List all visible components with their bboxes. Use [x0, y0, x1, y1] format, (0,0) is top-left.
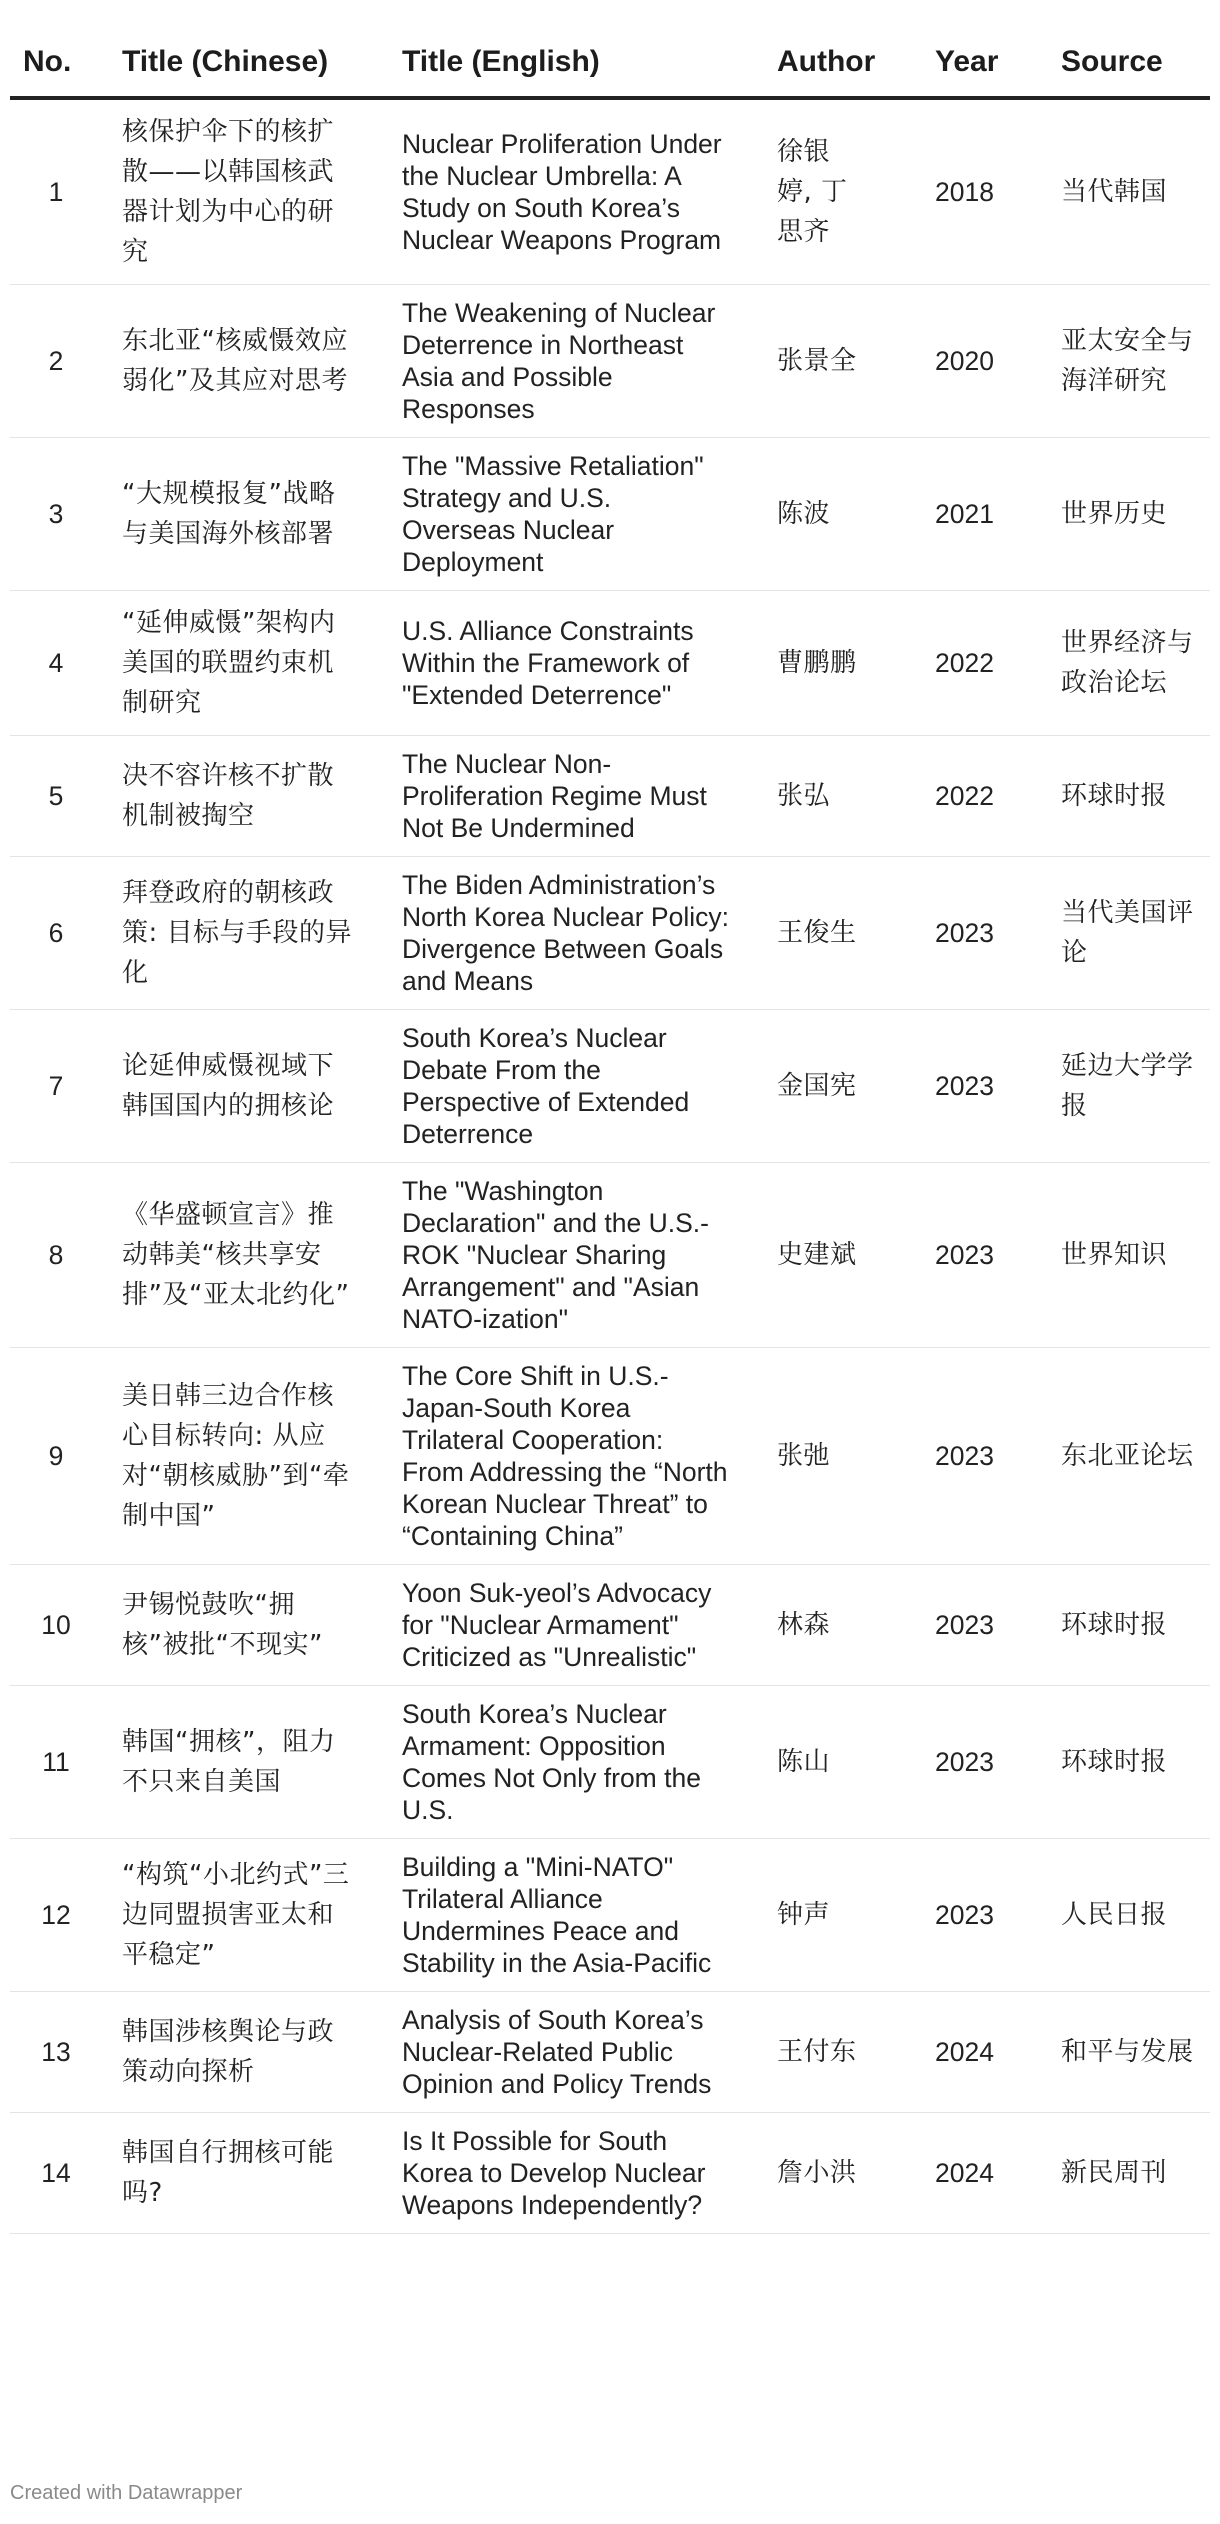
cell-author: 金国宪: [777, 1010, 935, 1163]
cell-title-chinese: “构筑“小北约式”三边同盟损害亚太和平稳定”: [122, 1839, 402, 1992]
cell-year: 2024: [935, 1992, 1061, 2113]
cell-title-english: The Nuclear Non-Proliferation Regime Must Not Be Undermined: [402, 736, 777, 857]
column-header-no[interactable]: No.: [10, 28, 122, 98]
cell-year: 2023: [935, 1839, 1061, 1992]
cell-year: 2020: [935, 285, 1061, 438]
cell-author: 张弛: [777, 1348, 935, 1565]
cell-no: 13: [10, 1992, 122, 2113]
cell-source: 世界经济与政治论坛: [1061, 591, 1210, 736]
cell-author: 林森: [777, 1565, 935, 1686]
cell-author: 钟声: [777, 1839, 935, 1992]
cell-no: 12: [10, 1839, 122, 1992]
table-row: [10, 857, 1210, 1010]
cell-no: 6: [10, 857, 122, 1010]
cell-source: 世界历史: [1061, 438, 1210, 591]
cell-year: 2023: [935, 1010, 1061, 1163]
cell-year: 2023: [935, 1686, 1061, 1839]
cell-title-english: South Korea’s Nuclear Debate From the Perspective of Extended Deterrence: [402, 1010, 777, 1163]
cell-author: 曹鹏鹏: [777, 591, 935, 736]
cell-author: 陈山: [777, 1686, 935, 1839]
cell-year: 2022: [935, 591, 1061, 736]
cell-source: 延边大学学报: [1061, 1010, 1210, 1163]
cell-title-chinese: 拜登政府的朝核政策: 目标与手段的异化: [122, 857, 402, 1010]
cell-year: 2022: [935, 736, 1061, 857]
table-row: [10, 285, 1210, 438]
cell-no: 10: [10, 1565, 122, 1686]
cell-year: 2023: [935, 857, 1061, 1010]
table-row: [10, 1348, 1210, 1565]
cell-no: 2: [10, 285, 122, 438]
column-header-source[interactable]: Source: [1061, 28, 1210, 98]
cell-source: 环球时报: [1061, 736, 1210, 857]
header-row: [10, 28, 1210, 98]
cell-title-chinese: 韩国“拥核”，阻力不只来自美国: [122, 1686, 402, 1839]
cell-title-english: Is It Possible for South Korea to Develop Nuclear Weapons Independently?: [402, 2113, 777, 2234]
table-body: [10, 98, 1210, 2234]
cell-title-chinese: 尹锡悦鼓吹“拥核”被批“不现实”: [122, 1565, 402, 1686]
cell-title-chinese: 韩国自行拥核可能吗?: [122, 2113, 402, 2234]
cell-no: 1: [10, 98, 122, 285]
cell-source: 人民日报: [1061, 1839, 1210, 1992]
cell-title-english: The Core Shift in U.S.-Japan-South Korea Trilateral Cooperation: From Addressing the “North Korean Nuclear Threat” to “Containing China”: [402, 1348, 777, 1565]
cell-no: 14: [10, 2113, 122, 2234]
cell-title-english: U.S. Alliance Constraints Within the Framework of "Extended Deterrence": [402, 591, 777, 736]
table-row: [10, 1686, 1210, 1839]
cell-no: 8: [10, 1163, 122, 1348]
table-row: [10, 438, 1210, 591]
cell-no: 3: [10, 438, 122, 591]
cell-author: 史建斌: [777, 1163, 935, 1348]
cell-source: 新民周刊: [1061, 2113, 1210, 2234]
cell-source: 世界知识: [1061, 1163, 1210, 1348]
column-header-author[interactable]: Author: [777, 28, 935, 98]
cell-title-chinese: 论延伸威慑视域下韩国国内的拥核论: [122, 1010, 402, 1163]
cell-no: 5: [10, 736, 122, 857]
cell-author: 张景全: [777, 285, 935, 438]
table-row: [10, 1565, 1210, 1686]
cell-source: 当代美国评论: [1061, 857, 1210, 1010]
cell-author: 王俊生: [777, 857, 935, 1010]
cell-title-english: The "Washington Declaration" and the U.S.-ROK "Nuclear Sharing Arrangement" and "Asian NATO-ization": [402, 1163, 777, 1348]
cell-source: 东北亚论坛: [1061, 1348, 1210, 1565]
column-header-year[interactable]: Year: [935, 28, 1061, 98]
cell-source: 环球时报: [1061, 1686, 1210, 1839]
column-header-title-english[interactable]: Title (English): [402, 28, 777, 98]
cell-year: 2021: [935, 438, 1061, 591]
cell-no: 9: [10, 1348, 122, 1565]
cell-title-chinese: 韩国涉核舆论与政策动向探析: [122, 1992, 402, 2113]
cell-title-chinese: 核保护伞下的核扩散——以韩国核武器计划为中心的研究: [122, 98, 402, 285]
data-table: [10, 28, 1210, 2234]
cell-title-chinese: “大规模报复”战略与美国海外核部署: [122, 438, 402, 591]
cell-author: 陈波: [777, 438, 935, 591]
table-row: [10, 1839, 1210, 1992]
cell-source: 和平与发展: [1061, 1992, 1210, 2113]
table-row: [10, 1010, 1210, 1163]
cell-title-english: Nuclear Proliferation Under the Nuclear Umbrella: A Study on South Korea’s Nuclear Weapons Program: [402, 98, 777, 285]
cell-title-english: Analysis of South Korea’s Nuclear-Related Public Opinion and Policy Trends: [402, 1992, 777, 2113]
cell-title-english: South Korea’s Nuclear Armament: Opposition Comes Not Only from the U.S.: [402, 1686, 777, 1839]
cell-title-english: The Biden Administration’s North Korea Nuclear Policy: Divergence Between Goals and Means: [402, 857, 777, 1010]
table-row: [10, 1163, 1210, 1348]
cell-no: 4: [10, 591, 122, 736]
table-row: [10, 591, 1210, 736]
table-header: [10, 28, 1210, 98]
cell-no: 11: [10, 1686, 122, 1839]
cell-title-chinese: 美日韩三边合作核心目标转向: 从应对“朝核威胁”到“牵制中国”: [122, 1348, 402, 1565]
cell-source: 环球时报: [1061, 1565, 1210, 1686]
datawrapper-credit: Created with Datawrapper: [10, 2482, 243, 2504]
table-row: [10, 98, 1210, 285]
cell-author: 王付东: [777, 1992, 935, 2113]
cell-year: 2023: [935, 1163, 1061, 1348]
cell-title-english: The "Massive Retaliation" Strategy and U.S. Overseas Nuclear Deployment: [402, 438, 777, 591]
cell-title-english: The Weakening of Nuclear Deterrence in Northeast Asia and Possible Responses: [402, 285, 777, 438]
cell-year: 2024: [935, 2113, 1061, 2234]
table-row: [10, 1992, 1210, 2113]
cell-author: 詹小洪: [777, 2113, 935, 2234]
cell-title-chinese: 《华盛顿宣言》推动韩美“核共享安排”及“亚太北约化”: [122, 1163, 402, 1348]
cell-year: 2023: [935, 1565, 1061, 1686]
cell-title-english: Building a "Mini-NATO" Trilateral Alliance Undermines Peace and Stability in the Asia-Pacific: [402, 1839, 777, 1992]
table-row: [10, 2113, 1210, 2234]
cell-year: 2023: [935, 1348, 1061, 1565]
cell-author: 徐银婷, 丁思齐: [777, 98, 935, 285]
cell-author: 张弘: [777, 736, 935, 857]
cell-source: 亚太安全与海洋研究: [1061, 285, 1210, 438]
column-header-title-chinese[interactable]: Title (Chinese): [122, 28, 402, 98]
cell-year: 2018: [935, 98, 1061, 285]
cell-title-english: Yoon Suk-yeol’s Advocacy for "Nuclear Armament" Criticized as "Unrealistic": [402, 1565, 777, 1686]
cell-source: 当代韩国: [1061, 98, 1210, 285]
table-row: [10, 736, 1210, 857]
cell-title-chinese: 决不容许核不扩散机制被掏空: [122, 736, 402, 857]
cell-no: 7: [10, 1010, 122, 1163]
cell-title-chinese: “延伸威慑”架构内美国的联盟约束机制研究: [122, 591, 402, 736]
cell-title-chinese: 东北亚“核威慑效应弱化”及其应对思考: [122, 285, 402, 438]
data-table-container: [10, 28, 1210, 2234]
